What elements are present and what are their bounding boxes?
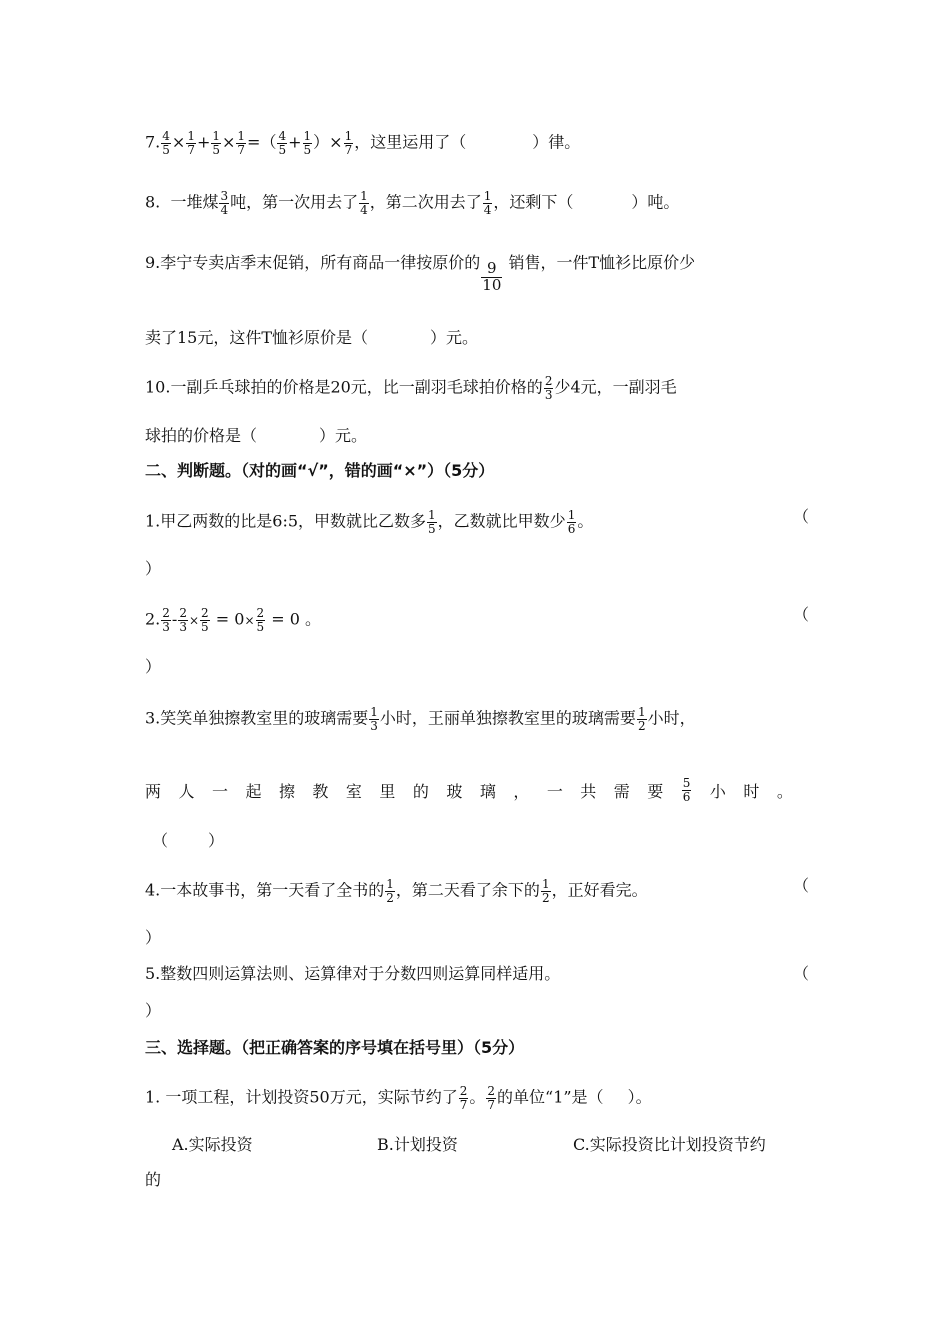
option-a[interactable]: A.实际投资	[172, 1135, 253, 1154]
question-text: 10.一副乒乓球拍的价格是20元，比一副羽毛球拍价格的	[145, 377, 543, 397]
answer-paren-right: ）	[145, 1001, 162, 1020]
left-paren: （	[260, 132, 277, 152]
fraction: $\frac{2}{3}$	[162, 606, 170, 634]
fraction: $\frac{2}{7}$	[487, 1084, 496, 1112]
question-char: 擦	[278, 781, 295, 801]
fraction: $\frac{1}{5}$	[303, 129, 312, 157]
judge-question-1	[145, 509, 593, 535]
question-text: ，还剩下（	[493, 192, 574, 212]
question-text: 卖了15元，这件T恤衫原价是（	[145, 328, 369, 347]
answer-paren-left[interactable]: （	[793, 507, 810, 526]
question-text: ，第二次用去了	[369, 192, 482, 212]
question-text: ）。	[627, 1087, 652, 1107]
fraction: $\frac{1}{2}$	[386, 877, 394, 905]
answer-paren-right: ）	[208, 831, 225, 850]
question-number: 8.	[145, 192, 161, 212]
question-text: 。	[577, 511, 594, 531]
fraction: $\frac{2}{3}$	[544, 374, 553, 402]
question-char: 一	[546, 781, 563, 801]
fraction: $\frac{1}{5}$	[212, 129, 220, 157]
question-8	[145, 190, 679, 216]
question-text: 小时，王丽单独擦教室里的玻璃需要	[379, 708, 636, 728]
question-char: 需	[613, 781, 630, 801]
question-text: 3.笑笑单独擦教室里的玻璃需要	[145, 708, 369, 728]
question-text: 球拍的价格是（	[145, 426, 258, 445]
times-sign: ×	[188, 613, 200, 628]
question-text: 4.一本故事书，第一天看了全书的	[145, 880, 385, 900]
judge-question-3-line-1	[145, 706, 696, 732]
judge-question-5: 5.整数四则运算法则、运算律对于分数四则运算同样适用。	[145, 964, 561, 983]
question-text: ，第二天看了余下的	[395, 880, 540, 900]
times-sign: ×	[222, 132, 236, 152]
equals-sign: =	[271, 609, 285, 629]
equals-sign: =	[247, 132, 261, 152]
zero: 0	[289, 609, 300, 629]
question-char: 教	[312, 781, 329, 801]
minus-sign: -	[171, 609, 178, 629]
question-char: 。	[776, 781, 793, 801]
fraction: $\frac{1}{4}$	[360, 189, 368, 217]
question-9-line-2	[145, 330, 478, 346]
question-10-line-2	[145, 428, 367, 444]
question-10-line-1	[145, 375, 677, 401]
question-char: 玻	[446, 781, 463, 801]
fraction: $\frac{1}{4}$	[483, 189, 492, 217]
question-text: ，乙数就比甲数少	[437, 511, 566, 531]
fraction: $\frac{1}{3}$	[370, 705, 378, 733]
answer-parens[interactable]	[152, 833, 224, 849]
question-9-line-1	[145, 255, 695, 294]
question-text: ）元。	[430, 328, 479, 347]
choice-question-1	[145, 1085, 652, 1111]
question-char: 共	[580, 781, 597, 801]
question-char: 时	[743, 781, 760, 801]
question-char: 璃	[479, 781, 496, 801]
times-sign: ×	[329, 132, 343, 152]
question-text: ）元。	[319, 426, 368, 445]
option-c-wrap: 的	[145, 1170, 162, 1189]
question-text: ，正好看完。	[551, 880, 648, 900]
question-number: 2.	[145, 609, 161, 629]
fraction: $\frac{1}{7}$	[187, 129, 195, 157]
fraction: $\frac{1}{2}$	[637, 705, 646, 733]
question-char: 人	[178, 781, 195, 801]
answer-paren-left[interactable]: （	[793, 605, 810, 624]
times-sign: ×	[171, 132, 186, 152]
question-text: 。	[305, 609, 322, 629]
fraction: $\frac{4}{5}$	[162, 129, 170, 157]
option-c[interactable]: C.实际投资比计划投资节约	[573, 1135, 766, 1154]
question-char: 室	[345, 781, 362, 801]
answer-paren-right: ）	[145, 559, 162, 578]
question-text: 9.李宁专卖店季末促销，所有商品一律按原价的	[145, 253, 481, 272]
fraction: $\frac{1}{7}$	[237, 129, 246, 157]
question-char: 两	[145, 781, 162, 801]
question-text: 的单位“1”是（	[497, 1087, 604, 1107]
question-text: 吨，第一次用去了	[230, 192, 359, 212]
plus-sign: +	[288, 132, 302, 152]
question-char: 起	[245, 781, 262, 801]
question-char: 小	[709, 781, 726, 801]
judge-question-2	[145, 607, 321, 633]
question-text: 1.甲乙两数的比是6:5，甲数就比乙数多	[145, 511, 427, 531]
fraction: $\frac{2}{7}$	[459, 1084, 468, 1112]
question-text: 少4元，一副羽毛	[554, 377, 677, 397]
question-text: 。	[469, 1087, 486, 1107]
question-text: 一堆煤	[170, 192, 219, 212]
question-char: 的	[412, 781, 429, 801]
question-char: 要	[647, 781, 664, 801]
question-text: 小时，	[647, 708, 696, 728]
question-char: 一	[211, 781, 228, 801]
fraction: $\frac{5}{6}$	[682, 775, 691, 804]
question-char: 里	[379, 781, 396, 801]
section-heading-choice: 三、选择题。（把正确答案的序号填在括号里）（5分）	[145, 1038, 525, 1057]
fraction: $\frac{1}{7}$	[344, 129, 353, 157]
fraction: $\frac{2}{3}$	[179, 606, 187, 634]
fraction: $\frac{2}{5}$	[256, 606, 265, 634]
fraction: $\frac{1}{2}$	[541, 877, 550, 905]
question-char: ，	[513, 781, 530, 801]
fraction: $\frac{2}{5}$	[201, 606, 209, 634]
answer-paren-right: ）	[145, 928, 162, 947]
option-b[interactable]: B.计划投资	[377, 1135, 458, 1154]
question-text: ）吨。	[631, 192, 680, 212]
answer-paren-left[interactable]: （	[793, 876, 810, 895]
question-text: 1. 一项工程，计划投资50万元，实际节约了	[145, 1087, 458, 1107]
question-text: 销售，一件T恤衫比原价少	[508, 253, 696, 272]
section-heading-judge: 二、判断题。（对的画“√”，错的画“×”）（5分）	[145, 461, 495, 480]
judge-question-3-line-2	[145, 772, 793, 808]
right-paren: ）	[313, 132, 330, 152]
fraction: $\frac{1}{6}$	[567, 508, 576, 536]
times-sign: ×	[244, 613, 255, 628]
question-7	[145, 130, 580, 156]
fraction: $\frac{9}{10}$	[482, 259, 502, 294]
answer-paren-right: ）	[145, 657, 162, 676]
question-text: ，这里运用了（	[354, 132, 467, 152]
answer-paren-left: （	[152, 831, 169, 850]
question-text: ）律。	[532, 132, 581, 152]
fraction: $\frac{3}{4}$	[220, 189, 229, 217]
question-number: 7.	[145, 132, 161, 152]
zero: 0	[234, 609, 245, 629]
fraction: $\frac{4}{5}$	[278, 129, 287, 157]
judge-question-4	[145, 878, 648, 904]
fraction: $\frac{1}{5}$	[428, 508, 436, 536]
equals-sign: =	[215, 609, 230, 629]
answer-paren-left[interactable]: （	[793, 964, 810, 983]
plus-sign: +	[196, 132, 211, 152]
